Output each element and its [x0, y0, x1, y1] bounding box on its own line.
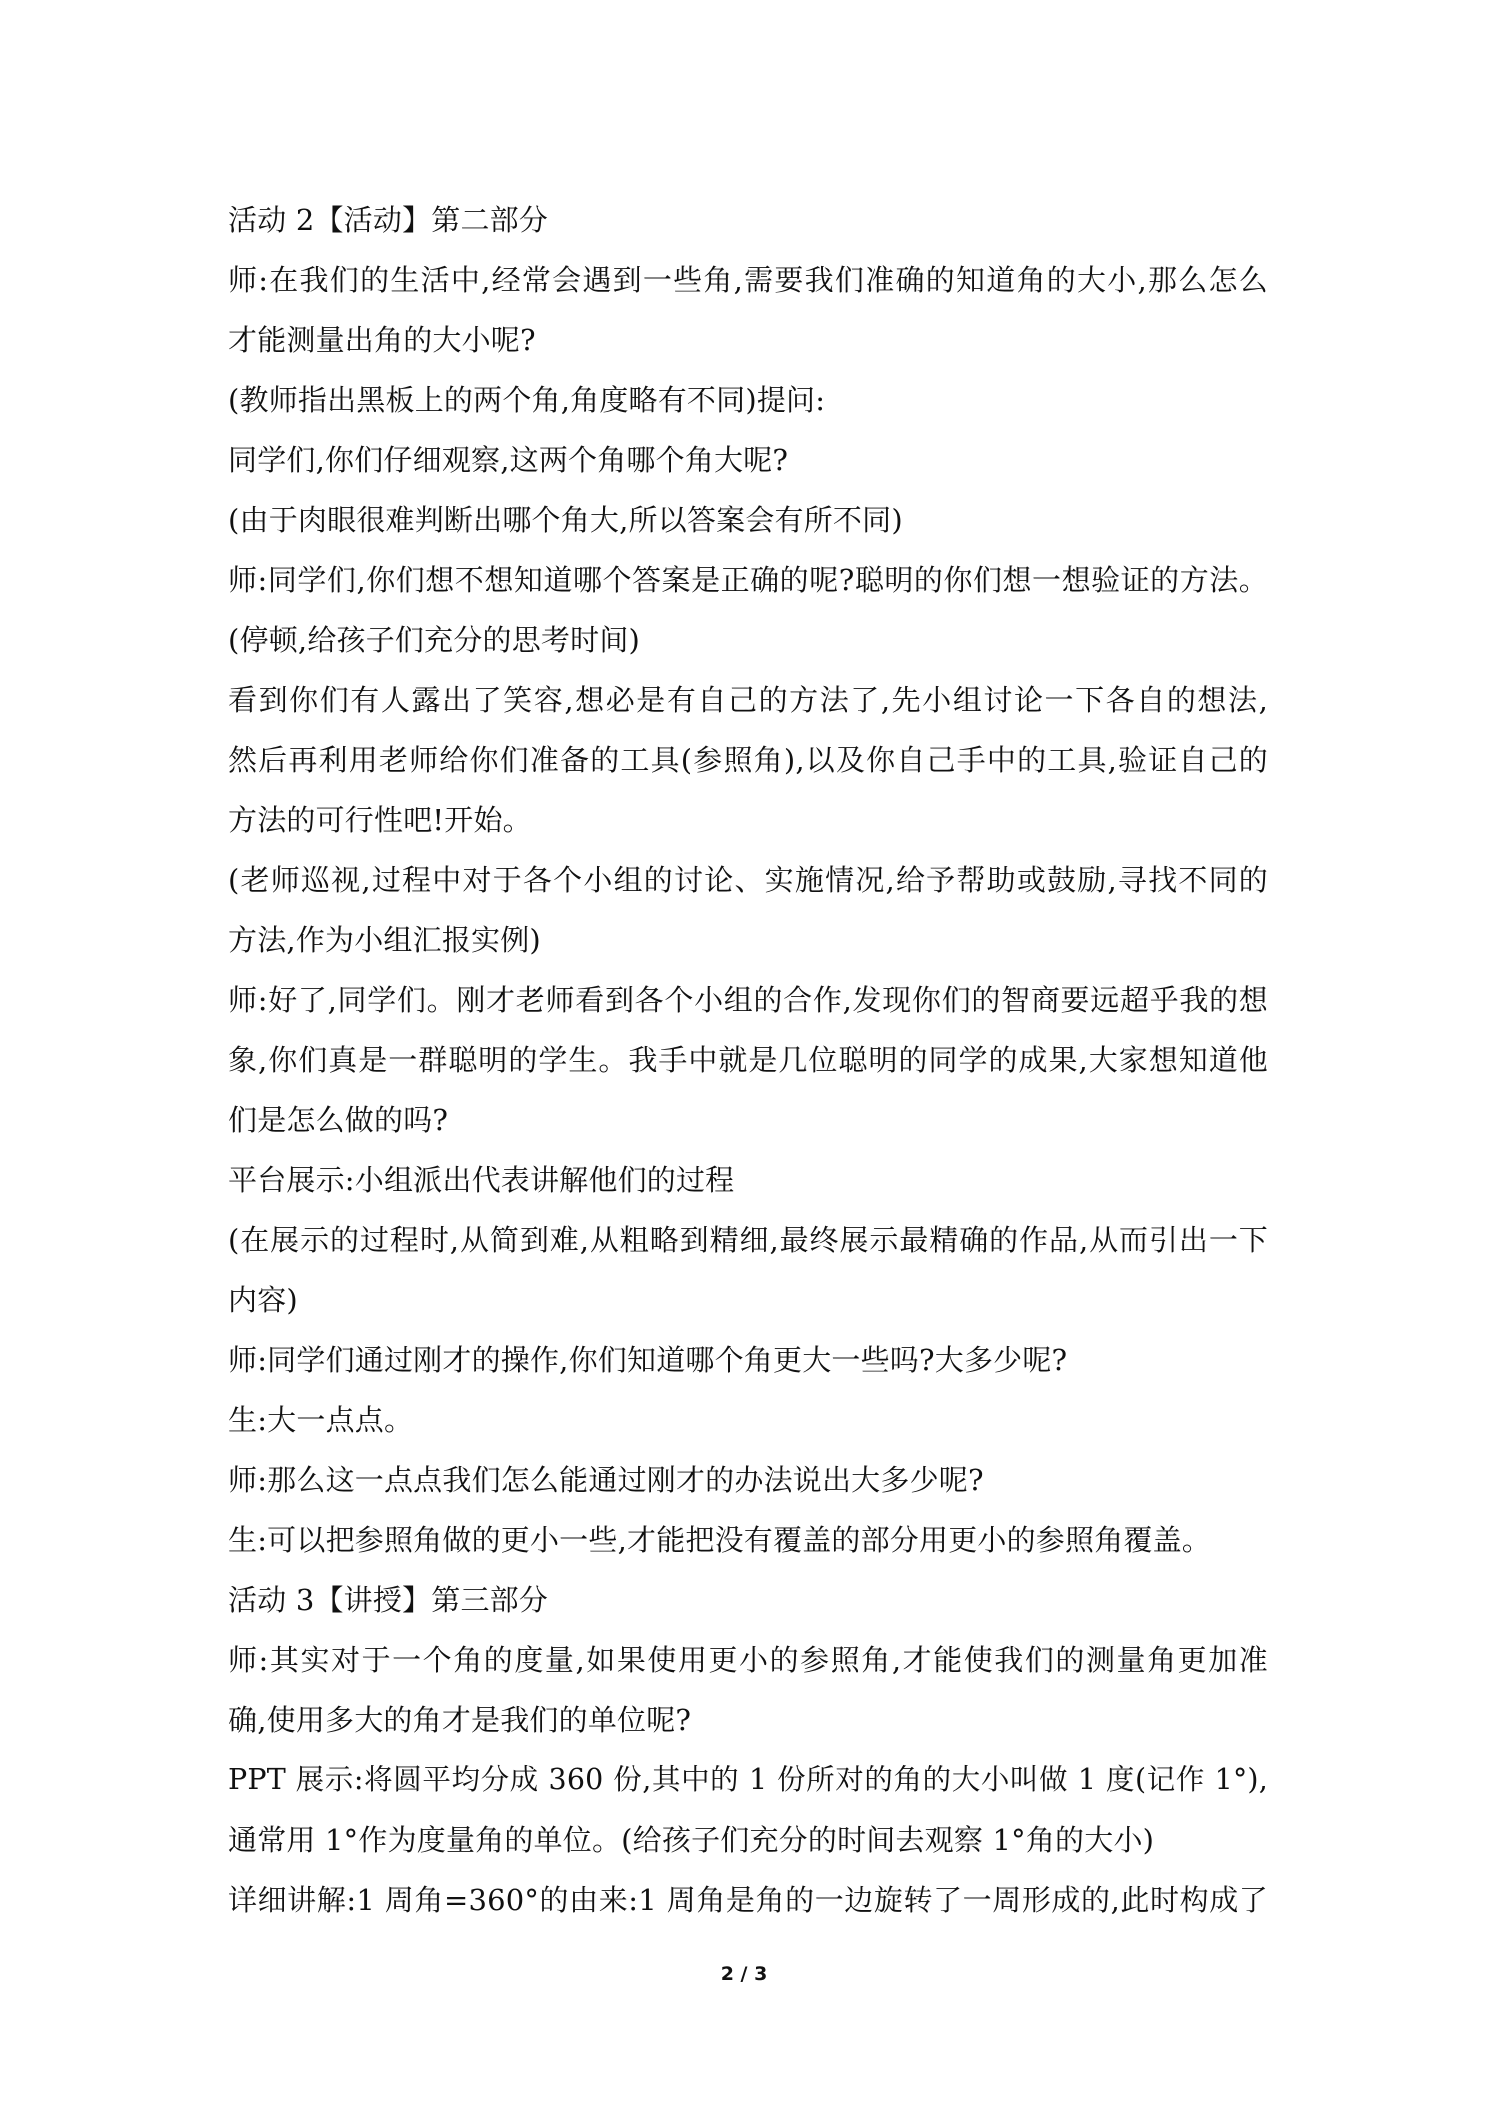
text-line: PPT 展示:将圆平均分成 360 份,其中的 1 份所对的角的大小叫做 1 度(记作 1°), — [228, 1763, 1268, 1796]
text-line: (由于肉眼很难判断出哪个角大,所以答案会有所不同) — [228, 503, 903, 537]
text-line: 们是怎么做的吗? — [228, 1103, 449, 1137]
text-line: (教师指出黑板上的两个角,角度略有不同)提问: — [228, 383, 826, 417]
text-line: 师:好了,同学们。刚才老师看到各个小组的合作,发现你们的智商要远超乎我的想 — [228, 983, 1268, 1017]
text-line: 看到你们有人露出了笑容,想必是有自己的方法了,先小组讨论一下各自的想法, — [228, 683, 1268, 717]
text-line: 象,你们真是一群聪明的学生。我手中就是几位聪明的同学的成果,大家想知道他 — [228, 1043, 1268, 1077]
text-line: 详细讲解:1 周角=360°的由来:1 周角是角的一边旋转了一周形成的,此时构成了 — [228, 1883, 1268, 1917]
text-line: 通常用 1°作为度量角的单位。(给孩子们充分的时间去观察 1°角的大小) — [228, 1823, 1155, 1857]
text-line: 师:同学们,你们想不想知道哪个答案是正确的呢?聪明的你们想一想验证的方法。 — [228, 563, 1268, 597]
text-line: 活动 2【活动】第二部分 — [228, 203, 549, 237]
text-line: 师:同学们通过刚才的操作,你们知道哪个角更大一些吗?大多少呢? — [228, 1343, 1068, 1377]
text-line: 生:大一点点。 — [228, 1403, 414, 1437]
text-line: (停顿,给孩子们充分的思考时间) — [228, 623, 641, 657]
text-line: 然后再利用老师给你们准备的工具(参照角),以及你自己手中的工具,验证自己的 — [228, 743, 1268, 777]
text-line: (老师巡视,过程中对于各个小组的讨论、实施情况,给予帮助或鼓励,寻找不同的 — [228, 863, 1268, 897]
text-line: 才能测量出角的大小呢? — [228, 323, 536, 357]
text-line: 师:那么这一点点我们怎么能通过刚才的办法说出大多少呢? — [228, 1463, 984, 1497]
text-line: 师:其实对于一个角的度量,如果使用更小的参照角,才能使我们的测量角更加准 — [228, 1643, 1268, 1677]
document-body — [228, 190, 1268, 1930]
page-number: 2 / 3 — [720, 1963, 768, 1985]
text-line: 方法的可行性吧!开始。 — [228, 803, 532, 837]
text-line: 生:可以把参照角做的更小一些,才能把没有覆盖的部分用更小的参照角覆盖。 — [228, 1523, 1211, 1557]
text-line: 方法,作为小组汇报实例) — [228, 923, 541, 957]
text-line: (在展示的过程时,从简到难,从粗略到精细,最终展示最精确的作品,从而引出一下 — [228, 1223, 1268, 1257]
text-line: 活动 3【讲授】第三部分 — [228, 1583, 549, 1617]
text-line: 同学们,你们仔细观察,这两个角哪个角大呢? — [228, 443, 789, 477]
text-line: 内容) — [228, 1283, 298, 1317]
text-line: 确,使用多大的角才是我们的单位呢? — [228, 1703, 692, 1737]
text-line: 师:在我们的生活中,经常会遇到一些角,需要我们准确的知道角的大小,那么怎么 — [228, 263, 1268, 297]
text-line: 平台展示:小组派出代表讲解他们的过程 — [228, 1163, 735, 1197]
